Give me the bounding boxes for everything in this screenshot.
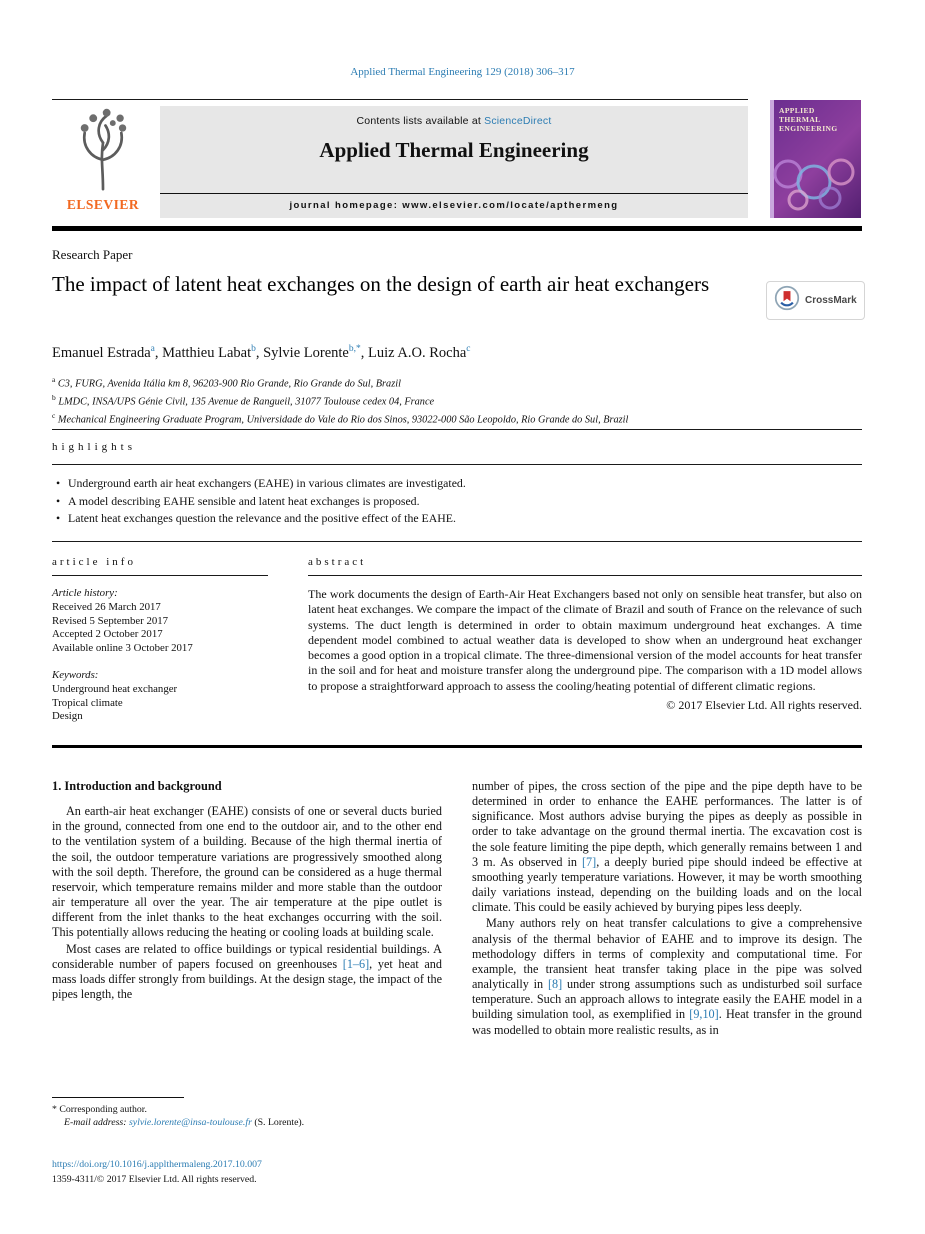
cover-art-circles: [770, 148, 861, 218]
reference-link[interactable]: [8]: [547, 977, 563, 992]
affiliations-block: [52, 373, 832, 427]
author-affil-sup[interactable]: a: [150, 344, 155, 354]
article-info-block: [52, 587, 287, 724]
body-paragraph: An earth-air heat exchanger (EAHE) consists of one or several ducts buried in the ground, connected from one end to the outdoor air, and to the other end to the ventilation system of a building. Because of the high thermal inertia of the soil, the outdoor temperature variations are progressively smoothed along with the soil depth. Therefore, the ground can be considered as a huge thermal reservoir, which temperature remains milder and more stable than the outdoor air temperature all over the year. The air temperature at the pipe outlet is different from the inlet thanks to the heat exchanges occurring with the soil. This potentially allows reducing the heating or cooling loads at building scale.: [52, 804, 442, 940]
body-column-left: [52, 779, 442, 1002]
info-spacer: [52, 656, 287, 669]
affiliation-text: LMDC, INSA/UPS Génie Civil, 135 Avenue de Rangueil, 31077 Toulouse cedex 04, France: [55, 396, 435, 408]
article-info-heading: article info: [52, 556, 136, 568]
masthead-bottom-bar: [52, 226, 862, 231]
author-affil-sup[interactable]: c: [466, 344, 471, 354]
elsevier-logo[interactable]: [52, 106, 154, 218]
reference-link[interactable]: [1–6]: [342, 956, 370, 971]
history-item: Revised 5 September 2017: [52, 614, 169, 627]
body-paragraph: [52, 942, 442, 1003]
paragraph-text: Most cases are related to office buildings or typical residential buildings. A considerable number of papers focused on greenhouses: [52, 941, 442, 971]
author-name: Matthieu Labat: [162, 344, 252, 361]
highlights-mid-rule: [52, 464, 862, 465]
cover-title: APPLIED THERMAL ENGINEERING: [779, 106, 838, 133]
crossmark-icon: [774, 285, 800, 316]
issn-copyright-line: 1359-4311/© 2017 Elsevier Ltd. All rights reserved.: [52, 1174, 257, 1185]
authors-line: [52, 344, 752, 362]
author-name: Luiz A.O. Rocha: [368, 344, 467, 361]
abstract-heading: abstract: [308, 556, 367, 568]
history-item: Received 26 March 2017: [52, 600, 161, 613]
doi-link[interactable]: https://doi.org/10.1016/j.applthermaleng.2017.10.007: [52, 1159, 262, 1170]
section-heading: 1. Introduction and background: [52, 779, 222, 793]
abstract-bottom-bar: [52, 745, 862, 748]
abstract-block: [308, 587, 862, 713]
paragraph-text: , yet heat and mass loads differ strongly from buildings. At the design stage, the impact of the pipes length, the: [52, 956, 442, 1002]
keyword-item: Tropical climate: [52, 696, 123, 709]
masthead-top-rule: [52, 99, 748, 100]
affiliation-item: [52, 409, 832, 427]
highlight-item: • A model describing EAHE sensible and latent heat exchanges is proposed.: [56, 493, 846, 511]
author-separator: ,: [255, 344, 264, 361]
highlight-item: • Latent heat exchanges question the relevance and the positive effect of the EAHE.: [56, 510, 846, 528]
footnote-text: Corresponding author.: [56, 1104, 147, 1115]
corresponding-author-note: [52, 1103, 442, 1116]
reference-link[interactable]: [9,10]: [689, 1007, 719, 1022]
highlights-heading: highlights: [52, 441, 137, 453]
history-item: Available online 3 October 2017: [52, 642, 193, 655]
journal-title: Applied Thermal Engineering: [319, 138, 589, 162]
highlights-top-rule: [52, 429, 862, 430]
journal-homepage-link[interactable]: journal homepage: www.elsevier.com/locate/apthermeng: [289, 200, 619, 211]
footnote-divider: [52, 1097, 184, 1098]
paper-title: The impact of latent heat exchanges on the design of earth air heat exchangers: [52, 272, 710, 296]
elsevier-tree-icon: [62, 181, 144, 198]
author-separator: ,: [154, 344, 163, 361]
footnote-block: [52, 1097, 442, 1129]
paragraph-text: , a deeply buried pipe should indeed be effective at smoothing yearly temperature variations. However, it may be worth smoothing daily variations instead, depending on the building loads and on the local climate. This could be easily achieved by burying pipes less deeply.: [472, 854, 863, 915]
author-separator: ,: [360, 344, 368, 361]
paragraph-text: under strong assumptions such as undisturbed soil surface temperature. Such an approach allows to integrate easily the EAHE model in a building simulation tool, as exemplified in: [472, 977, 862, 1022]
paragraph-text: number of pipes, the cross section of the pipe and the pipe depth have to be determined in order to enhance the EAHE performances. The latter is of significance. Most authors advise burying the pipes as deeply as possible in order to take advantage on the ground thermal inertia. The excavation cost is the sole feature limiting the pipe depth, which generally remains between 1 and 3 m. As observed in: [472, 779, 862, 869]
highlights-bottom-rule: [52, 541, 862, 542]
keywords-label: Keywords:: [52, 668, 99, 681]
body-paragraph: [472, 779, 862, 915]
author-name: Emanuel Estrada: [52, 344, 151, 361]
affiliation-text: Mechanical Engineering Graduate Program, Universidade do Vale do Rio dos Sinos, 93022-000 São Leopoldo, Rio Grande do Sul, Brazil: [55, 414, 629, 426]
affiliation-text: C3, FURG, Avenida Itália km 8, 96203-900 Rio Grande, Rio Grande do Sul, Brazil: [55, 378, 401, 390]
author-affil-sup[interactable]: b,*: [348, 344, 361, 354]
history-item: Accepted 2 October 2017: [52, 628, 163, 641]
affiliation-sup: c: [52, 410, 56, 420]
body-paragraph: [472, 916, 862, 1037]
abstract-copyright: © 2017 Elsevier Ltd. All rights reserved.: [666, 698, 862, 713]
affiliation-item: [52, 391, 832, 409]
affiliation-sup: a: [52, 375, 56, 384]
journal-banner: [160, 106, 748, 218]
footnote-marker: *: [52, 1104, 57, 1115]
highlight-item: • Underground earth air heat exchangers (EAHE) in various climates are investigated.: [56, 475, 846, 493]
journal-cover-thumbnail[interactable]: [770, 100, 861, 218]
crossmark-label: CrossMark: [805, 295, 857, 306]
article-type-label: Research Paper: [52, 247, 133, 262]
keyword-item: Underground heat exchanger: [52, 682, 178, 695]
author-name: Sylvie Lorente: [263, 344, 349, 361]
highlights-list: [56, 475, 846, 528]
sciencedirect-link[interactable]: ScienceDirect: [484, 115, 552, 127]
reference-link[interactable]: [7]: [582, 854, 597, 869]
author-affil-sup[interactable]: b: [251, 344, 256, 354]
paragraph-text: . Heat transfer in the ground was modelled to obtain more realistic results, as in: [472, 1007, 862, 1037]
affiliation-item: [52, 373, 832, 391]
contents-line: [160, 106, 748, 127]
crossmark-badge[interactable]: [766, 281, 865, 320]
keyword-item: Design: [52, 710, 83, 723]
paragraph-text: Many authors rely on heat transfer calculations to give a comprehensive analysis of the thermal behavior of EAHE and to improve its design. The methodology differs in terms of complexity and computational time. For example, the transient heat transfer taking place in the pipe was solved analytically in: [472, 916, 862, 992]
abstract-text: The work documents the design of Earth-Air Heat Exchangers based not only on sensible heat transfer, but also on latent heat exchanges. We compare the impact of the climate of Brazil and south of France on the relevance of such systems. The duct length is determined in order to obtain maximum underground heat exchanges. A time dependent model combined to actual weather data is developed to show when an underground heat exchanger becomes a good option in a tropical climate. The three-dimensional version of the model accounts for heat transfer in the soil and for heat and moisture transfer along the underground pipe. The comparison with a 1D model allows to propose a straightforward approach to assess the cooling/heating potential of different climatic regions.: [308, 587, 862, 693]
email-line: [52, 1116, 442, 1129]
elsevier-wordmark: ELSEVIER: [66, 197, 140, 212]
article-history-label: Article history:: [52, 587, 118, 599]
body-column-right: [472, 779, 862, 1038]
email-link[interactable]: sylvie.lorente@insa-toulouse.fr: [128, 1117, 252, 1128]
email-suffix: (S. Lorente).: [251, 1117, 305, 1128]
journal-citation-link[interactable]: Applied Thermal Engineering 129 (2018) 306–317: [350, 66, 575, 78]
article-info-underline: [52, 575, 268, 576]
homepage-row: [160, 193, 748, 218]
abstract-underline: [308, 575, 862, 576]
email-label: E-mail address:: [64, 1117, 129, 1128]
affiliation-sup: b: [52, 392, 56, 402]
contents-prefix: Contents lists available at: [356, 115, 485, 127]
